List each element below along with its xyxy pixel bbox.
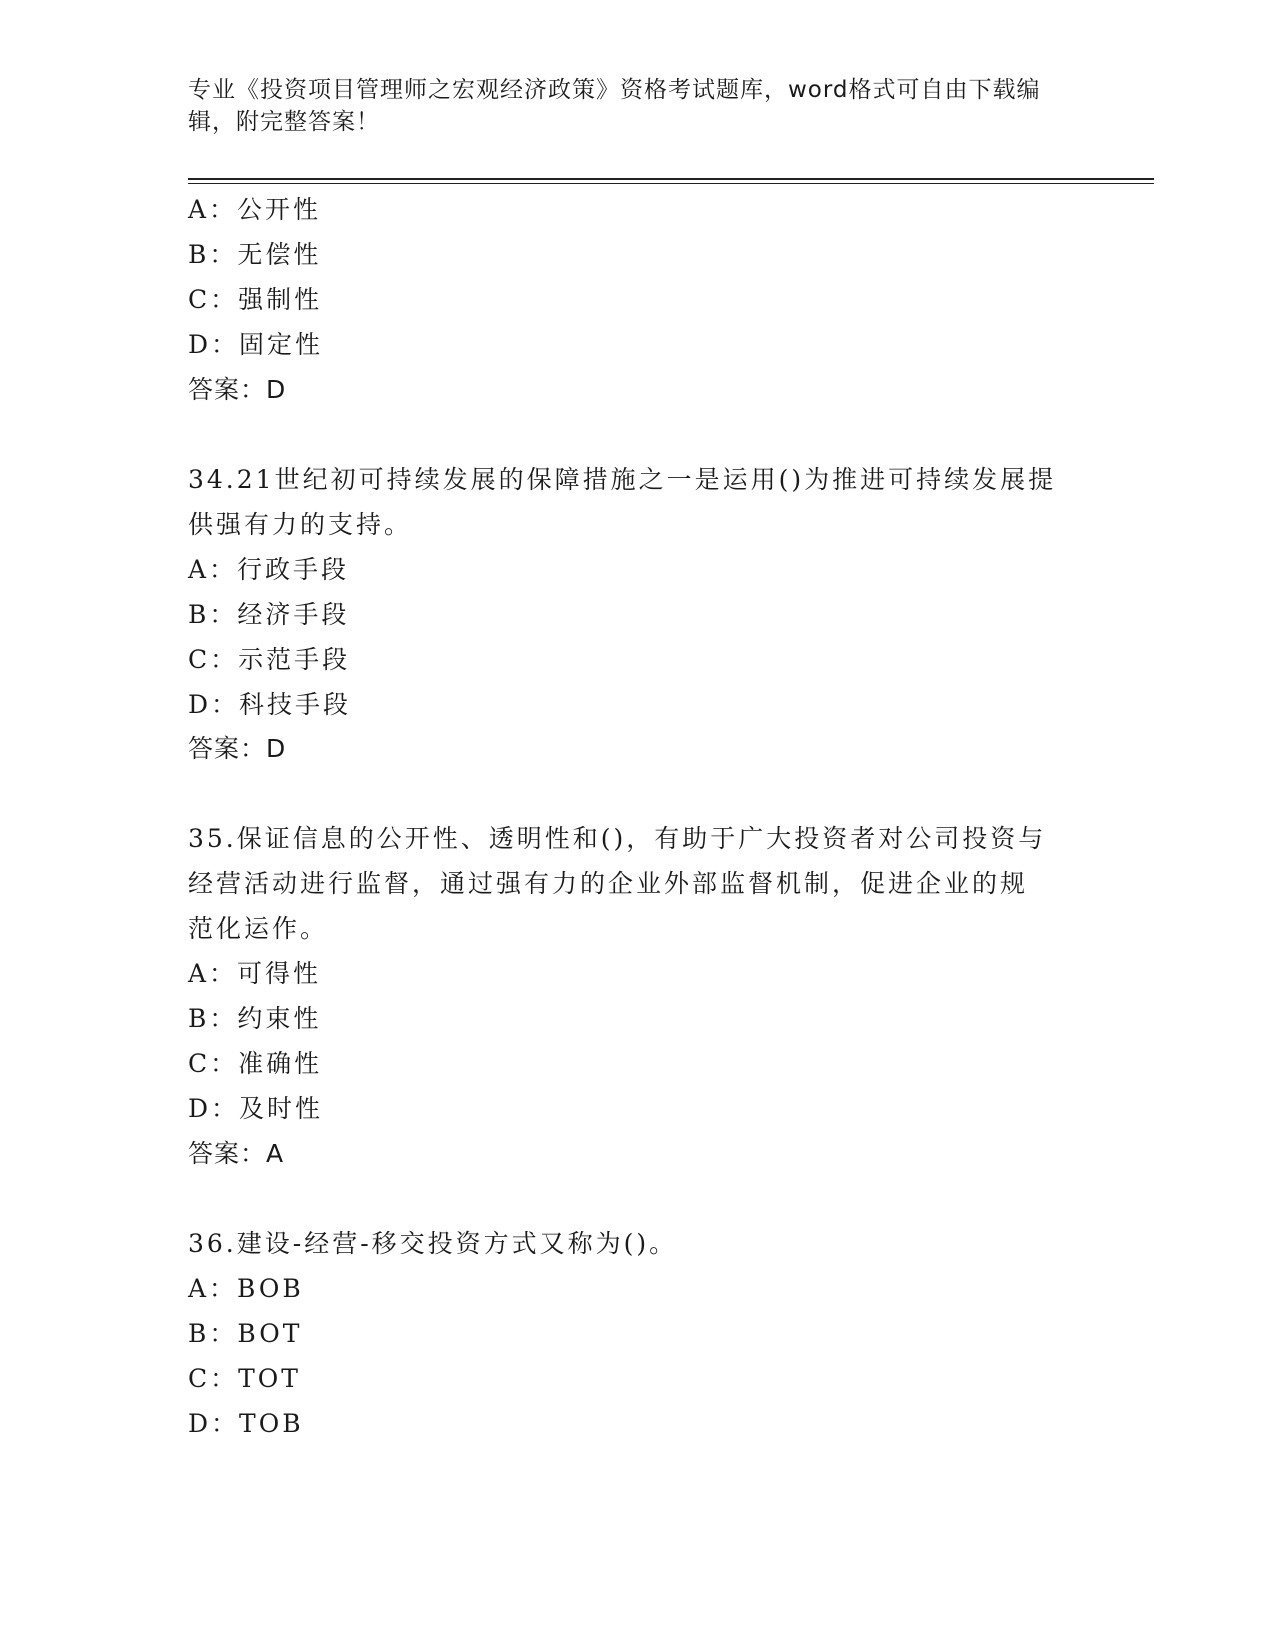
question-stem-line: 供强有力的支持。 xyxy=(188,510,413,539)
option-c: C：强制性 xyxy=(188,285,323,314)
answer: 答案：D xyxy=(188,734,287,763)
option-d: D：TOB xyxy=(188,1409,304,1438)
question-stem-line: 36.建设-经营-移交投资方式又称为()。 xyxy=(188,1229,678,1258)
header-line-2: 辑，附完整答案！ xyxy=(188,109,380,135)
question-stem-line: 35.保证信息的公开性、透明性和()，有助于广大投资者对公司投资与 xyxy=(188,824,1047,853)
option-b: B：经济手段 xyxy=(188,600,350,629)
option-a: A：BOB xyxy=(188,1274,304,1303)
question-stem-line: 范化运作。 xyxy=(188,914,329,943)
question-stem-line: 经营活动进行监督，通过强有力的企业外部监督机制，促进企业的规 xyxy=(188,869,1029,898)
document-header xyxy=(188,74,1088,138)
answer: 答案：A xyxy=(188,1139,285,1168)
answer: 答案：D xyxy=(188,375,287,404)
option-b: B：无偿性 xyxy=(188,240,322,269)
option-b: B：BOT xyxy=(188,1319,303,1348)
option-d: D：及时性 xyxy=(188,1094,324,1123)
option-d: D：固定性 xyxy=(188,330,324,359)
option-d: D：科技手段 xyxy=(188,690,352,719)
option-c: C：示范手段 xyxy=(188,645,351,674)
option-b: B：约束性 xyxy=(188,1004,322,1033)
header-line-1: 专业《投资项目管理师之宏观经济政策》资格考试题库，word格式可自由下载编 xyxy=(188,77,1041,103)
header-divider xyxy=(188,178,1154,180)
option-c: C：TOT xyxy=(188,1364,301,1393)
option-c: C：准确性 xyxy=(188,1049,323,1078)
option-a: A：公开性 xyxy=(188,195,322,224)
option-a: A：可得性 xyxy=(188,959,322,988)
question-stem-line: 34.21世纪初可持续发展的保障措施之一是运用()为推进可持续发展提 xyxy=(188,465,1057,494)
header-divider-thin xyxy=(188,183,1154,184)
option-a: A：行政手段 xyxy=(188,555,350,584)
